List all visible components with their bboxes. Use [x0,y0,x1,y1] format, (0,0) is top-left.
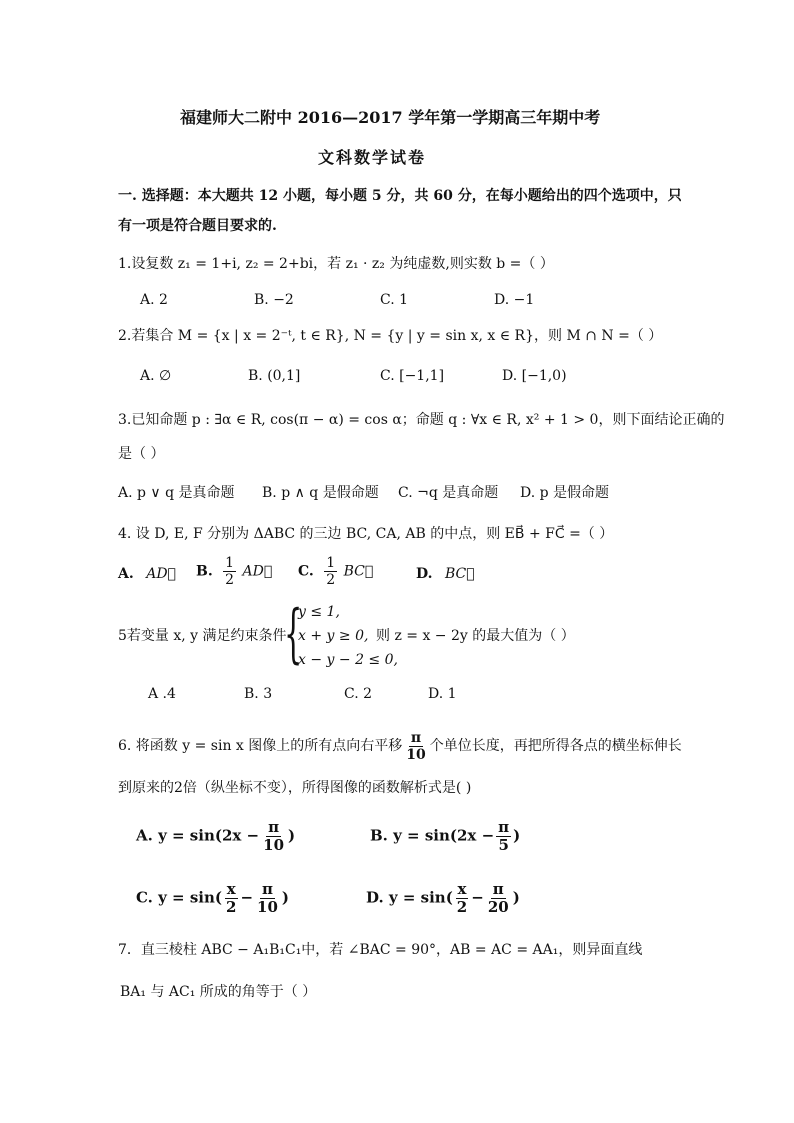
question-6-option-b-post: ) [513,826,521,845]
question-4-option-b-label: B. [196,563,213,580]
question-6-option-b-pre: B. y = sin(2x − [370,826,495,845]
question-4-option-b [196,556,272,587]
question-1-option-d: D. −1 [494,292,535,308]
question-6-option-d-pre: D. y = sin( [366,888,453,907]
question-6-option-d-minus: − [471,888,484,907]
section-instruction-line1: 一. 选择题：本大题共 12 小题，每小题 5 分，共 60 分，在每小题给出的四个选项中，只 [118,188,682,204]
question-4-option-c-denominator: 2 [326,572,336,588]
question-6-option-d [366,882,520,915]
question-6-option-c-pre: C. y = sin( [136,888,222,907]
question-5-suffix: 则 z = x − 2y 的最大值为（ ） [376,628,575,644]
question-6-option-d-denominator-1: 2 [456,898,468,916]
question-6-option-c [136,882,289,915]
question-4-option-b-denominator: 2 [225,572,235,588]
question-6-shift-denominator: 10 [406,746,426,763]
question-4-stem: 4. 设 D, E, F 分别为 ΔABC 的三边 BC, CA, AB 的中点，则 EB⃗ + FC⃗ =（ ） [118,526,614,542]
question-5-constraint-3: x − y − 2 ≤ 0, [298,652,398,668]
question-5-prefix: 5若变量 x, y 满足约束条件 [118,628,287,644]
question-1-option-b: B. −2 [254,292,294,308]
question-3-stem-line1: 3.已知命题 p : ∃α ∈ R, cos(π − α) = cos α；命题 q : ∀x ∈ R, x² + 1 > 0，则下面结论正确的 [118,412,725,428]
question-4-option-a-label: A. [118,566,134,582]
question-6-option-c-numerator-1: x [226,880,236,898]
question-2-stem: 2.若集合 M = {x | x = 2⁻ᵗ, t ∈ R}, N = {y | y = sin x, x ∈ R}，则 M ∩ N =（ ） [118,328,663,344]
exam-subtitle: 文科数学试卷 [318,148,427,167]
question-6-option-b [370,820,520,853]
question-4-option-b-numerator: 1 [225,555,235,571]
question-6-shift-numerator: π [410,729,422,746]
question-4-option-d [416,566,475,582]
question-2-option-d: D. [−1,0) [502,368,567,384]
question-6-stem-line1 [118,728,682,764]
question-4-option-a [118,566,176,582]
question-6-option-d-denominator-2: 20 [487,898,509,916]
question-3-option-a: A. p ∨ q 是真命题 [118,485,235,501]
question-1-option-a: A. 2 [140,292,168,308]
question-2-option-c: C. [−1,1] [380,368,445,384]
section-instruction-line2: 有一项是符合题目要求的. [118,218,277,234]
question-5-option-c: C. 2 [344,686,373,702]
question-4-option-a-value: AD⃗ [146,566,176,582]
question-3-option-c: C. ¬q 是真命题 [398,485,499,501]
question-6-option-c-post: ) [281,888,289,907]
question-6-option-b-numerator: π [498,818,510,836]
question-6-stem-pre: 6. 将函数 y = sin x 图像上的所有点向右平移 [118,738,403,754]
question-4-option-b-value: AD⃗ [242,563,273,580]
question-3-option-d: D. p 是假命题 [520,485,610,501]
question-4-option-c-value: BC⃗ [343,563,374,580]
question-6-stem-line2: 到原来的2倍（纵坐标不变），所得图像的函数解析式是( ) [118,780,472,796]
question-5-constraint-1: y ≤ 1, [298,604,340,620]
question-5-constraint-2: x + y ≥ 0, [298,628,369,644]
question-6-option-d-post: ) [512,888,520,907]
question-6-option-c-denominator-1: 2 [226,898,237,916]
question-7-stem-line1: 7．直三棱柱 ABC − A₁B₁C₁中，若 ∠BAC = 90°，AB = AC = AA₁，则异面直线 [118,942,643,958]
question-3-stem-line2: 是（ ） [118,446,165,462]
question-1-stem: 1.设复数 z₁ = 1+i, z₂ = 2+bi，若 z₁ · z₂ 为纯虚数,则实数 b =（ ） [118,256,554,272]
question-6-option-b-denominator: 5 [498,836,509,854]
question-6-option-d-numerator-1: x [457,880,467,898]
question-3-option-b: B. p ∧ q 是假命题 [262,485,379,501]
question-1-option-c: C. 1 [380,292,409,308]
question-6-option-c-denominator-2: 10 [257,898,278,916]
question-6-option-c-numerator-2: π [261,880,273,898]
question-6-option-d-numerator-2: π [492,880,504,898]
question-6-stem-post: 个单位长度，再把所得各点的横坐标伸长 [429,738,682,754]
question-4-option-c [298,556,373,587]
exam-title: 福建师大二附中 2016—2017 学年第一学期高三年期中考 [180,108,601,127]
question-6-option-a-pre: A. y = sin(2x − [136,826,260,845]
question-6-option-a-post: ) [288,826,296,845]
question-4-option-d-label: D. [416,566,433,582]
question-6-option-a-denominator: 10 [263,836,285,854]
question-6-option-a [136,820,295,853]
question-5-option-b: B. 3 [244,686,273,702]
question-5-option-d: D. 1 [428,686,457,702]
question-6-option-a-numerator: π [268,818,280,836]
question-4-option-d-value: BC⃗ [444,566,475,582]
brace-icon: { [284,597,303,671]
question-4-option-c-numerator: 1 [326,555,336,571]
question-5-option-a: A .4 [148,686,176,702]
question-4-option-c-label: C. [298,563,314,580]
question-2-option-a: A. ∅ [140,368,172,384]
question-6-option-c-minus: − [240,888,254,907]
question-7-stem-line2: BA₁ 与 AC₁ 所成的角等于（ ） [120,984,317,1000]
question-2-option-b: B. (0,1] [248,368,301,384]
